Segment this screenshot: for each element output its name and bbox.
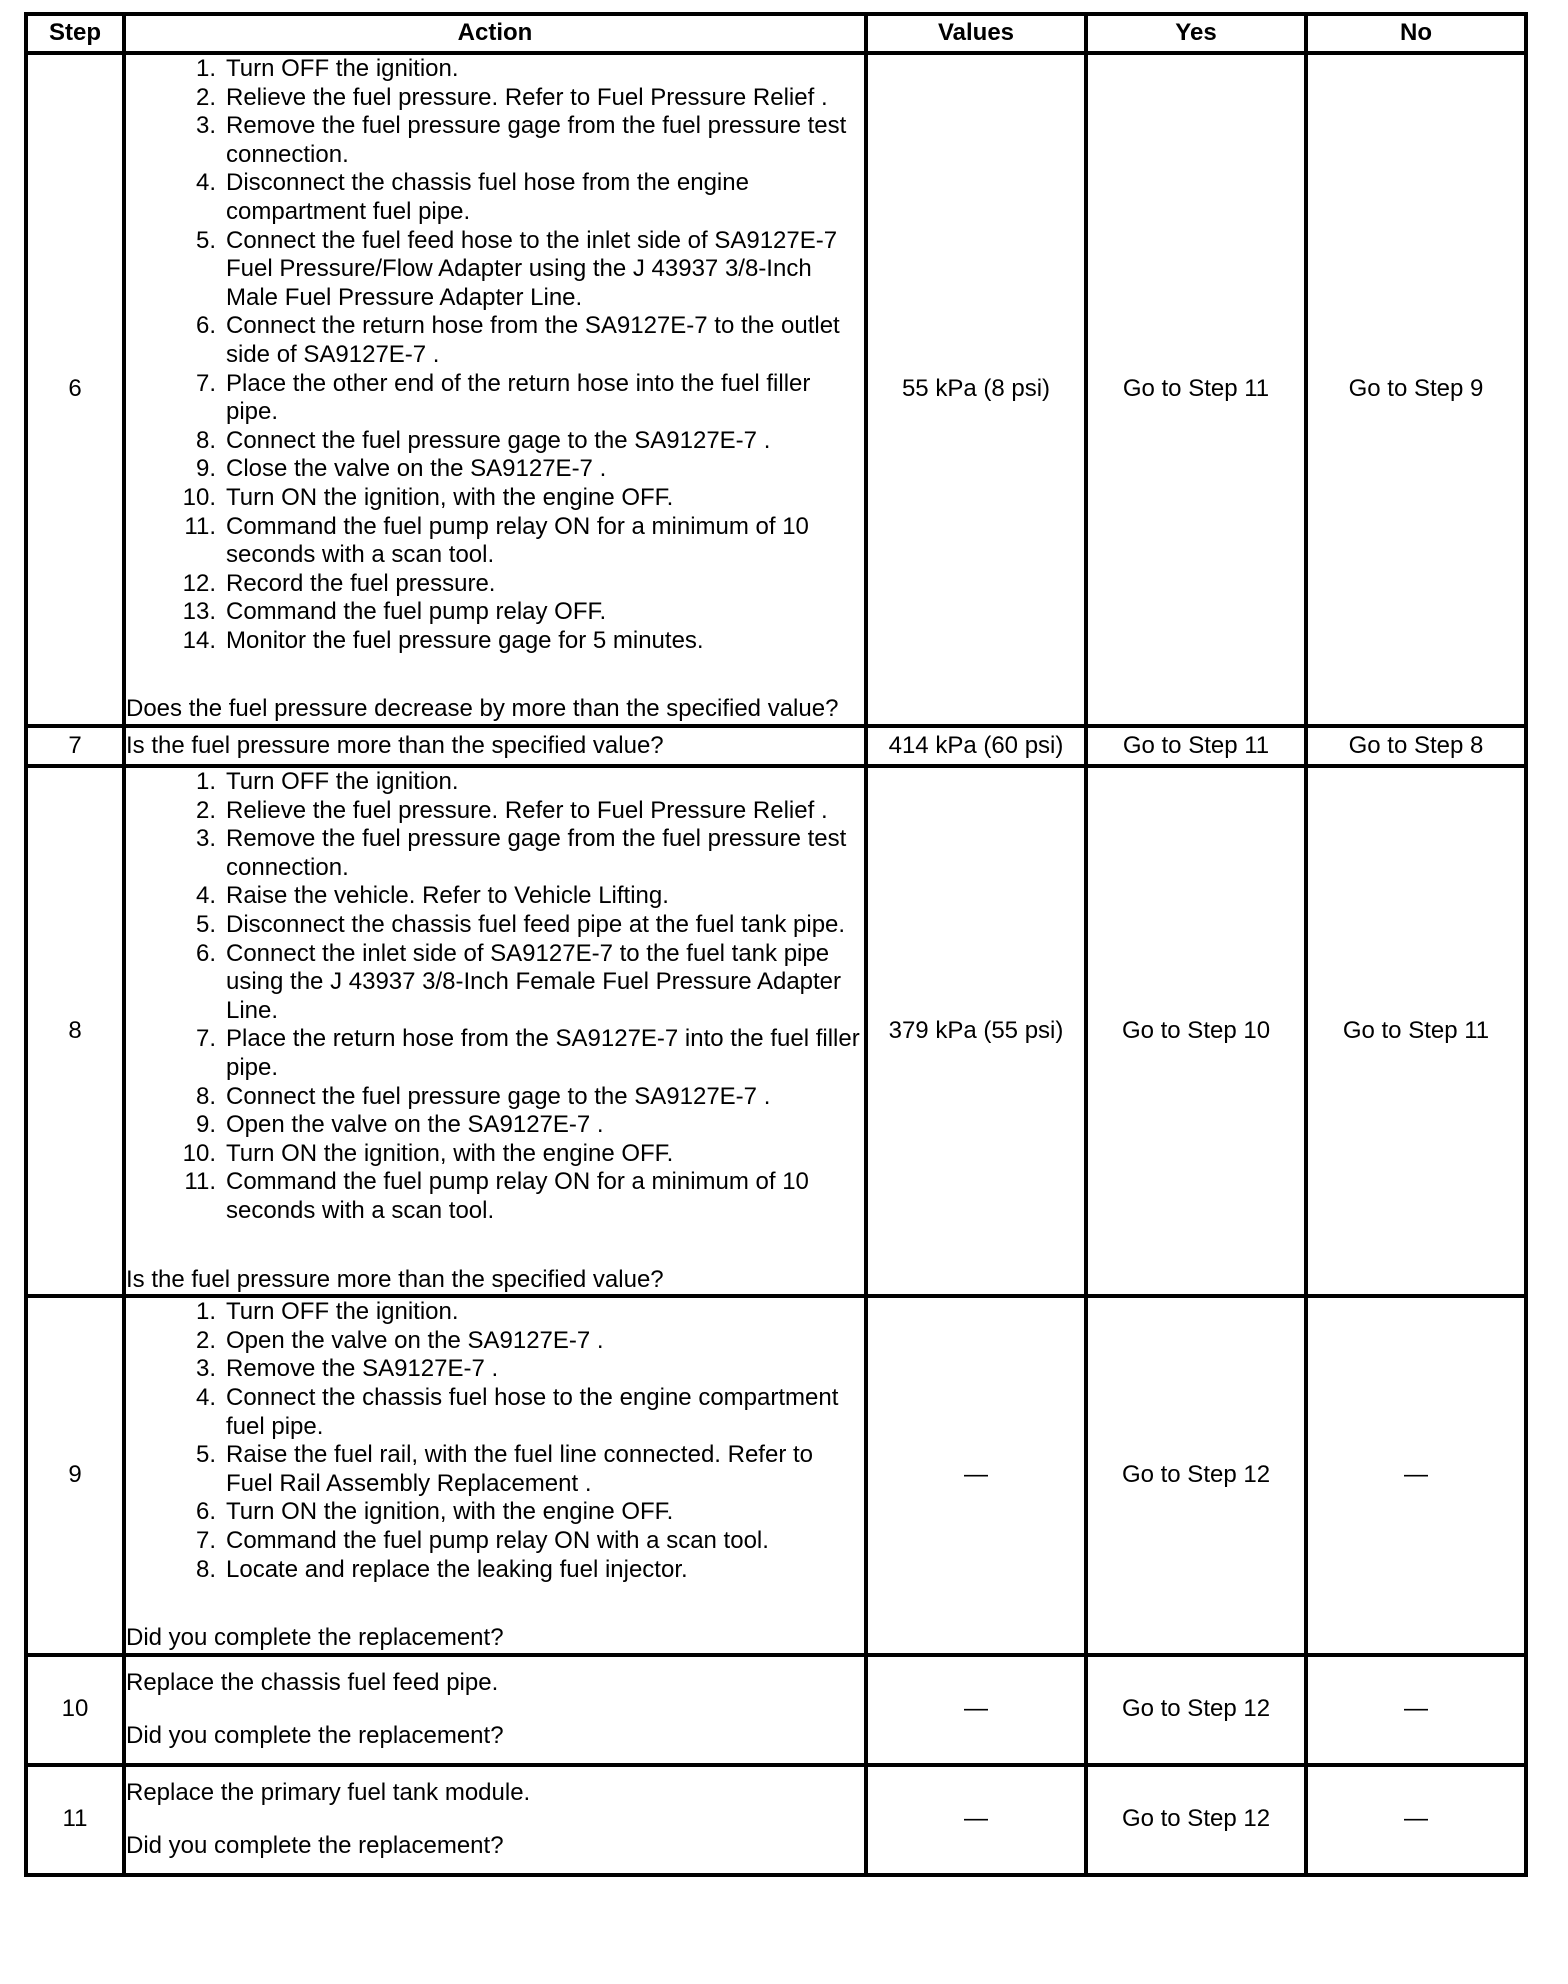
action-item-text: Record the fuel pressure. (226, 569, 496, 597)
action-list-item (126, 1140, 864, 1169)
no-link[interactable]: Go to Step 11 (1306, 766, 1526, 1296)
diagnostic-table (24, 12, 1528, 1877)
action-list-item (126, 1327, 864, 1356)
action-item-number: 7. (195, 369, 216, 397)
action-item-text: Remove the fuel pressure gage from the fuel pressure test connection. (226, 112, 847, 168)
no-link[interactable]: Go to Step 9 (1306, 53, 1526, 726)
action-statement: Replace the chassis fuel feed pipe. (126, 1669, 499, 1697)
action-item-text: Monitor the fuel pressure gage for 5 minutes. (226, 626, 704, 654)
action-list-item (126, 312, 864, 369)
action-list-item (126, 513, 864, 570)
action-item-text: Connect the inlet side of SA9127E-7 to the fuel tank pipe using the J 43937 3/8-Inch Female Fuel Pressure Adapter Line. (226, 939, 842, 1024)
action-item-text: Turn ON the ignition, with the engine OFF. (226, 483, 674, 511)
action-item-text: Connect the fuel pressure gage to the SA9127E-7 . (226, 1082, 771, 1110)
action-item-text: Remove the SA9127E-7 . (226, 1355, 499, 1383)
step-number: 11 (26, 1765, 124, 1875)
action-list-item (126, 797, 864, 826)
action-item-number: 2. (195, 1326, 216, 1354)
action-list-item (126, 1527, 864, 1556)
step-number: 10 (26, 1655, 124, 1765)
no-link: — (1306, 1765, 1526, 1875)
header-yes: Yes (1086, 14, 1306, 53)
header-action: Action (124, 14, 866, 53)
no-link: — (1306, 1655, 1526, 1765)
action-item-text: Place the return hose from the SA9127E-7 into the fuel filler pipe. (226, 1025, 860, 1081)
action-list-item (126, 427, 864, 456)
action-item-text: Raise the fuel rail, with the fuel line connected. Refer to Fuel Rail Assembly Replacement . (226, 1441, 813, 1497)
action-cell (124, 53, 866, 726)
action-question: Did you complete the replacement? (126, 1831, 504, 1859)
action-item-number: 11. (184, 512, 216, 540)
action-item-number: 6. (195, 312, 216, 340)
action-item-text: Connect the fuel feed hose to the inlet side of SA9127E-7 Fuel Pressure/Flow Adapter using the J 43937 3/8-Inch Male Fuel Pressure Adapter Line. (226, 226, 838, 311)
action-list-item (126, 768, 864, 797)
action-item-number: 1. (195, 55, 216, 82)
action-item-text: Turn OFF the ignition. (226, 55, 459, 82)
action-list-item (126, 370, 864, 427)
action-item-number: 11. (184, 1168, 216, 1196)
action-item-text: Turn ON the ignition, with the engine OFF. (226, 1498, 674, 1526)
action-item-number: 8. (195, 1555, 216, 1583)
action-item-number: 5. (195, 1441, 216, 1469)
header-no: No (1306, 14, 1526, 53)
step-number: 9 (26, 1296, 124, 1655)
action-cell (124, 1765, 866, 1875)
header-values: Values (866, 14, 1086, 53)
action-list-item (126, 911, 864, 940)
action-item-text: Open the valve on the SA9127E-7 . (226, 1326, 604, 1354)
action-item-number: 6. (195, 1498, 216, 1526)
action-item-text: Connect the chassis fuel hose to the engine compartment fuel pipe. (226, 1383, 839, 1440)
action-cell (124, 1296, 866, 1655)
action-item-number: 3. (195, 112, 216, 140)
action-list-item (126, 570, 864, 599)
step-number: 7 (26, 726, 124, 766)
table-row-step-10 (26, 1655, 1526, 1765)
action-item-text: Command the fuel pump relay ON with a scan tool. (226, 1526, 769, 1554)
action-list-item (126, 598, 864, 627)
action-list-item (126, 1025, 864, 1082)
table-row-step-7 (26, 726, 1526, 766)
action-item-text: Open the valve on the SA9127E-7 . (226, 1111, 604, 1139)
step-number: 8 (26, 766, 124, 1296)
yes-link[interactable]: Go to Step 12 (1086, 1765, 1306, 1875)
action-list-item (126, 112, 864, 169)
action-list-item (126, 940, 864, 1026)
action-item-number: 7. (195, 1526, 216, 1554)
value-cell: — (866, 1765, 1086, 1875)
header-row (26, 14, 1526, 53)
action-item-number: 3. (195, 825, 216, 853)
action-list-item (126, 1168, 864, 1225)
action-item-number: 5. (195, 911, 216, 939)
action-item-number: 2. (195, 83, 216, 111)
action-item-number: 1. (195, 1298, 216, 1326)
table-row-step-11 (26, 1765, 1526, 1875)
action-list-item (126, 169, 864, 226)
action-list-item (126, 1384, 864, 1441)
action-item-number: 4. (195, 169, 216, 197)
action-item-text: Remove the fuel pressure gage from the fuel pressure test connection. (226, 825, 847, 881)
value-cell: 55 kPa (8 psi) (866, 53, 1086, 726)
yes-link[interactable]: Go to Step 12 (1086, 1655, 1306, 1765)
action-list (126, 768, 864, 1226)
action-list-item (126, 1355, 864, 1384)
step-number: 6 (26, 53, 124, 726)
action-item-text: Command the fuel pump relay ON for a minimum of 10 seconds with a scan tool. (226, 1168, 809, 1224)
action-item-number: 12. (182, 569, 216, 597)
action-item-text: Turn ON the ignition, with the engine OFF. (226, 1139, 674, 1167)
action-item-number: 9. (195, 455, 216, 483)
action-list-item (126, 455, 864, 484)
table-row-step-9 (26, 1296, 1526, 1655)
yes-link[interactable]: Go to Step 11 (1086, 726, 1306, 766)
action-list-item (126, 1083, 864, 1112)
action-item-number: 10. (182, 483, 216, 511)
action-cell (124, 766, 866, 1296)
action-item-number: 13. (182, 598, 216, 626)
action-item-text: Connect the return hose from the SA9127E-7 to the outlet side of SA9127E-7 . (226, 312, 840, 368)
header-step: Step (26, 14, 124, 53)
action-list-item (126, 1441, 864, 1498)
action-list-item (126, 1556, 864, 1585)
value-cell: 379 kPa (55 psi) (866, 766, 1086, 1296)
action-item-text: Close the valve on the SA9127E-7 . (226, 455, 607, 483)
action-statement: Replace the primary fuel tank module. (126, 1779, 531, 1807)
value-cell: 414 kPa (60 psi) (866, 726, 1086, 766)
action-item-number: 9. (195, 1111, 216, 1139)
action-list-item (126, 55, 864, 84)
action-item-text: Turn OFF the ignition. (226, 1298, 459, 1326)
no-link[interactable]: Go to Step 8 (1306, 726, 1526, 766)
action-item-number: 8. (195, 1082, 216, 1110)
action-item-number: 1. (195, 768, 216, 796)
table-row-step-6 (26, 53, 1526, 726)
action-list (126, 55, 864, 655)
table-row-step-8 (26, 766, 1526, 1296)
value-cell: — (866, 1296, 1086, 1655)
action-list (126, 1298, 864, 1584)
action-item-text: Relieve the fuel pressure. Refer to Fuel Pressure Relief . (226, 796, 828, 824)
action-list-item (126, 1498, 864, 1527)
action-cell (124, 1655, 866, 1765)
action-item-text: Place the other end of the return hose into the fuel filler pipe. (226, 369, 811, 426)
no-link: — (1306, 1296, 1526, 1655)
action-question: Does the fuel pressure decrease by more than the specified value? (126, 695, 839, 723)
action-question: Is the fuel pressure more than the specified value? (124, 726, 866, 766)
yes-link[interactable]: Go to Step 12 (1086, 1296, 1306, 1655)
action-item-text: Turn OFF the ignition. (226, 768, 459, 796)
action-item-text: Command the fuel pump relay OFF. (226, 598, 607, 626)
action-item-text: Disconnect the chassis fuel hose from the engine compartment fuel pipe. (226, 169, 749, 225)
yes-link[interactable]: Go to Step 11 (1086, 53, 1306, 726)
action-list-item (126, 1111, 864, 1140)
action-list-item (126, 1298, 864, 1327)
action-item-text: Disconnect the chassis fuel feed pipe at the fuel tank pipe. (226, 911, 846, 939)
action-item-text: Relieve the fuel pressure. Refer to Fuel Pressure Relief . (226, 83, 828, 111)
action-item-text: Connect the fuel pressure gage to the SA9127E-7 . (226, 426, 771, 454)
value-cell: — (866, 1655, 1086, 1765)
action-item-number: 6. (195, 939, 216, 967)
action-item-number: 3. (195, 1355, 216, 1383)
action-question: Is the fuel pressure more than the specified value? (126, 1265, 664, 1293)
action-list-item (126, 84, 864, 113)
action-item-text: Locate and replace the leaking fuel injector. (226, 1555, 688, 1583)
action-item-number: 4. (195, 882, 216, 910)
action-list-item (126, 227, 864, 313)
action-list-item (126, 882, 864, 911)
action-list-item (126, 484, 864, 513)
action-item-number: 2. (195, 796, 216, 824)
action-item-number: 4. (195, 1383, 216, 1411)
action-item-number: 14. (182, 626, 216, 654)
action-item-number: 5. (195, 226, 216, 254)
action-question: Did you complete the replacement? (126, 1721, 504, 1749)
yes-link[interactable]: Go to Step 10 (1086, 766, 1306, 1296)
action-item-text: Raise the vehicle. Refer to Vehicle Lifting. (226, 882, 669, 910)
action-item-number: 8. (195, 426, 216, 454)
action-item-number: 10. (182, 1139, 216, 1167)
action-list-item (126, 627, 864, 656)
action-item-text: Command the fuel pump relay ON for a minimum of 10 seconds with a scan tool. (226, 512, 809, 569)
action-item-number: 7. (195, 1025, 216, 1053)
action-list-item (126, 825, 864, 882)
action-question: Did you complete the replacement? (126, 1624, 504, 1652)
